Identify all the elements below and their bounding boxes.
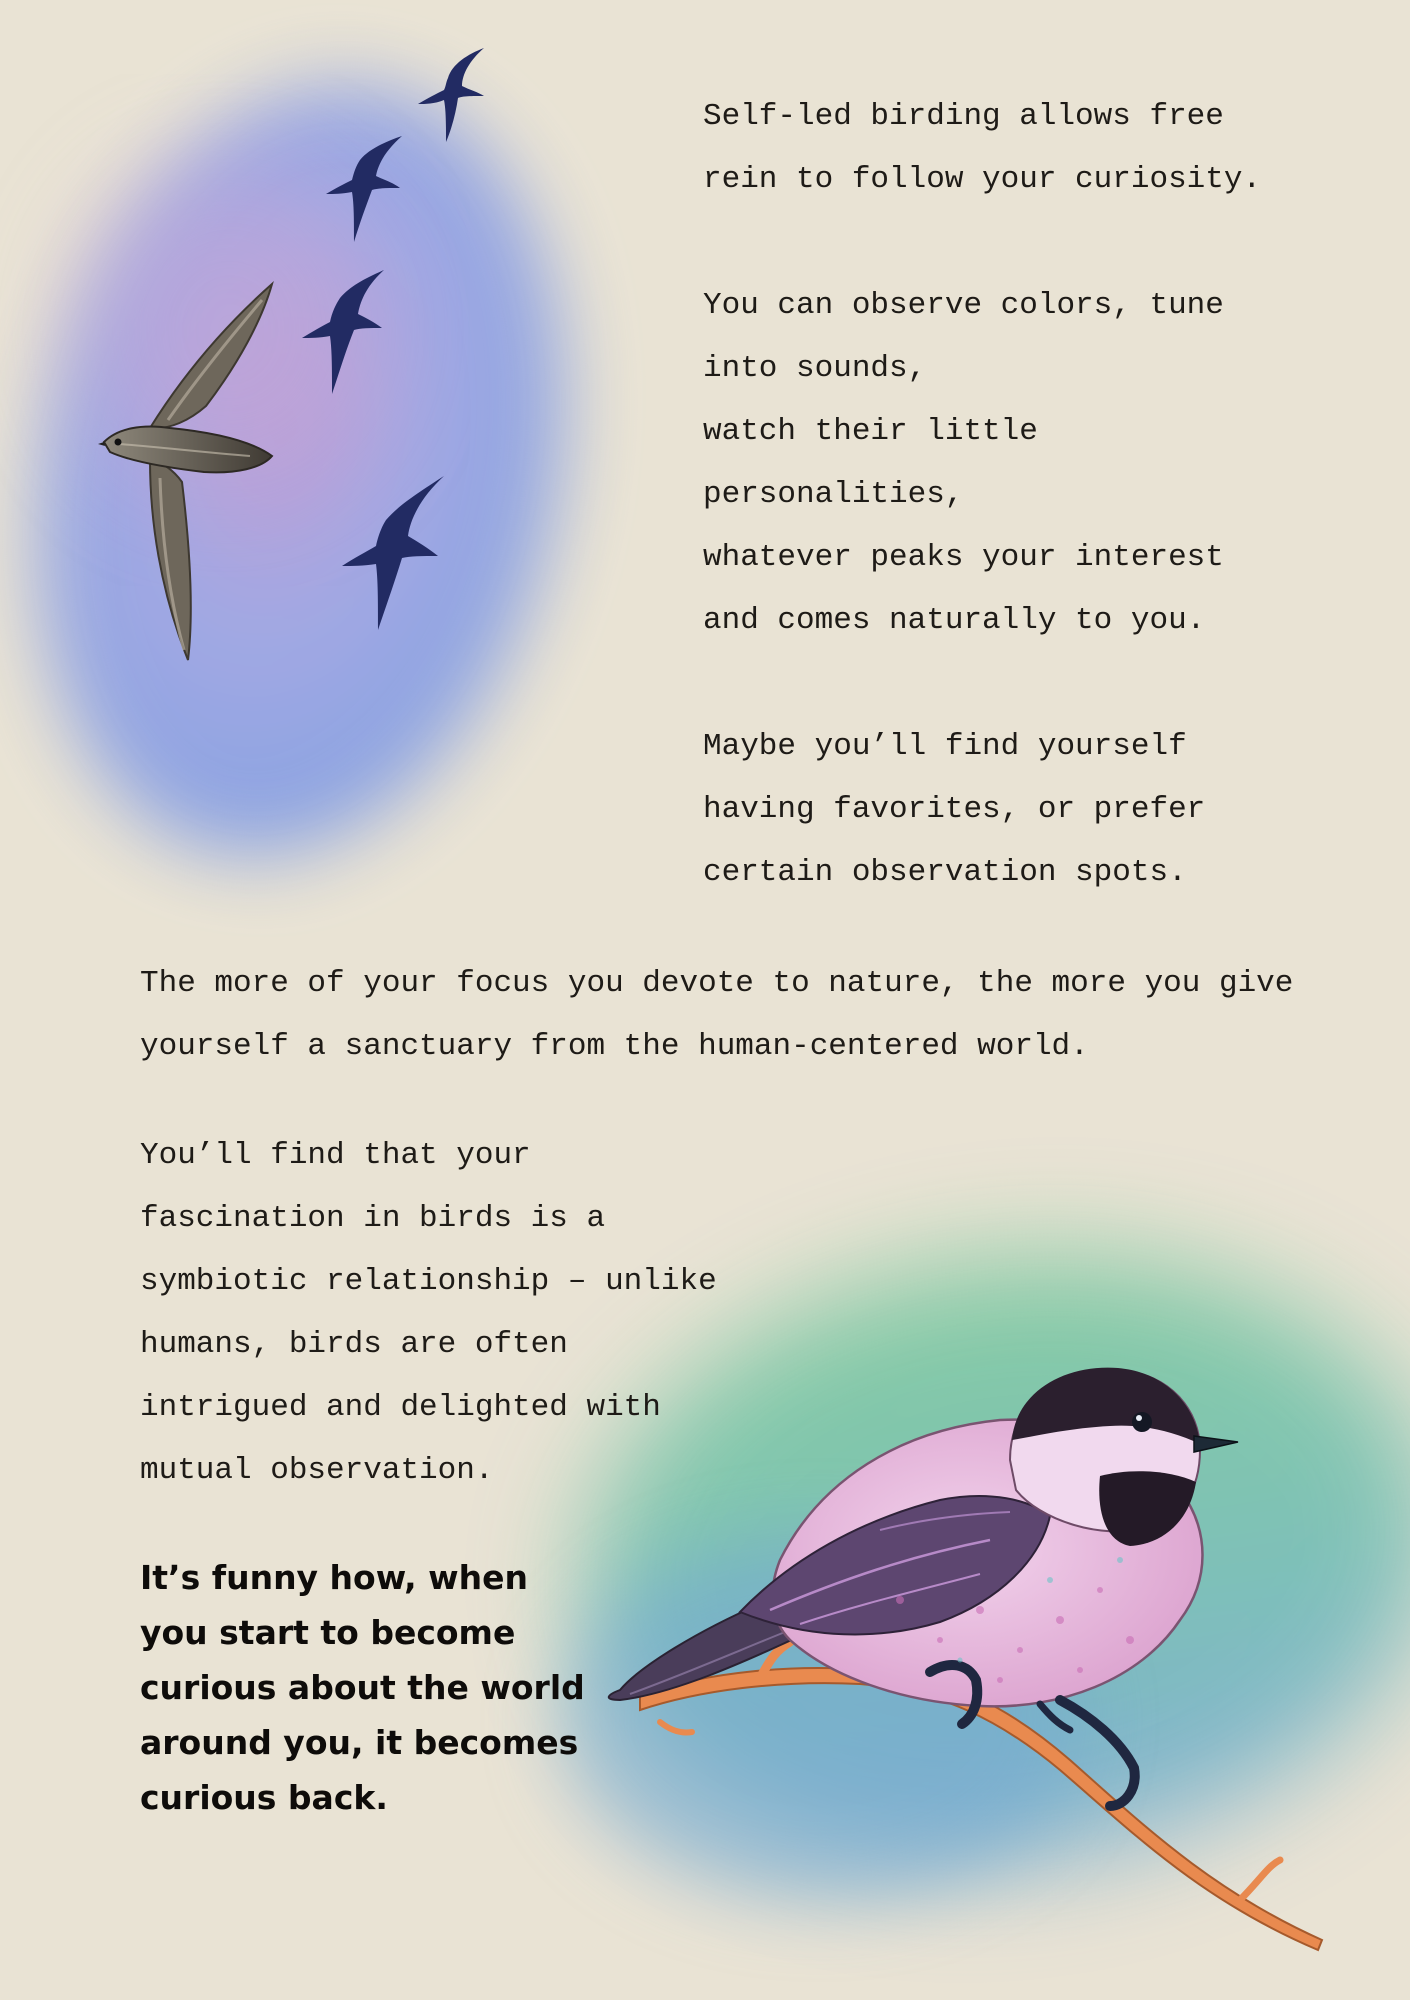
quote-line: curious about the world [140, 1668, 585, 1707]
text-line: intrigued and delighted with [140, 1390, 661, 1425]
text-line: watch their little [703, 414, 1038, 449]
text-line: humans, birds are often [140, 1327, 568, 1362]
text-line: Self-led birding allows free [703, 99, 1224, 134]
text-line: You can observe colors, tune [703, 288, 1224, 323]
text-line: You’ll find that your [140, 1138, 531, 1173]
intro-paragraph [703, 85, 1343, 211]
sanctuary-paragraph [140, 952, 1360, 1078]
text-line: whatever peaks your interest [703, 540, 1224, 575]
right-column-text [703, 85, 1343, 904]
swifts-in-flight-illustration [0, 36, 631, 905]
text-line: mutual observation. [140, 1453, 494, 1488]
text-line: fascination in birds is a [140, 1201, 606, 1236]
text-line: certain observation spots. [703, 855, 1187, 890]
text-line: personalities, [703, 477, 964, 512]
text-line: and comes naturally to you. [703, 603, 1206, 638]
quote-line: around you, it becomes [140, 1723, 579, 1762]
text-line: having favorites, or prefer [703, 792, 1206, 827]
symbiotic-paragraph [140, 1124, 740, 1502]
quote-line: curious back. [140, 1778, 388, 1817]
observe-paragraph [703, 274, 1343, 652]
text-line: rein to follow your curiosity. [703, 162, 1262, 197]
text-line: Maybe you’ll find yourself [703, 729, 1187, 764]
quote-line: It’s funny how, when [140, 1558, 528, 1597]
closing-quote [140, 1550, 600, 1825]
text-line: symbiotic relationship – unlike [140, 1264, 717, 1299]
quote-line: you start to become [140, 1613, 516, 1652]
text-line: yourself a sanctuary from the human-centered world. [140, 1029, 1089, 1064]
text-line: into sounds, [703, 351, 927, 386]
favorites-paragraph [703, 715, 1343, 904]
text-line: The more of your focus you devote to nature, the more you give [140, 966, 1294, 1001]
